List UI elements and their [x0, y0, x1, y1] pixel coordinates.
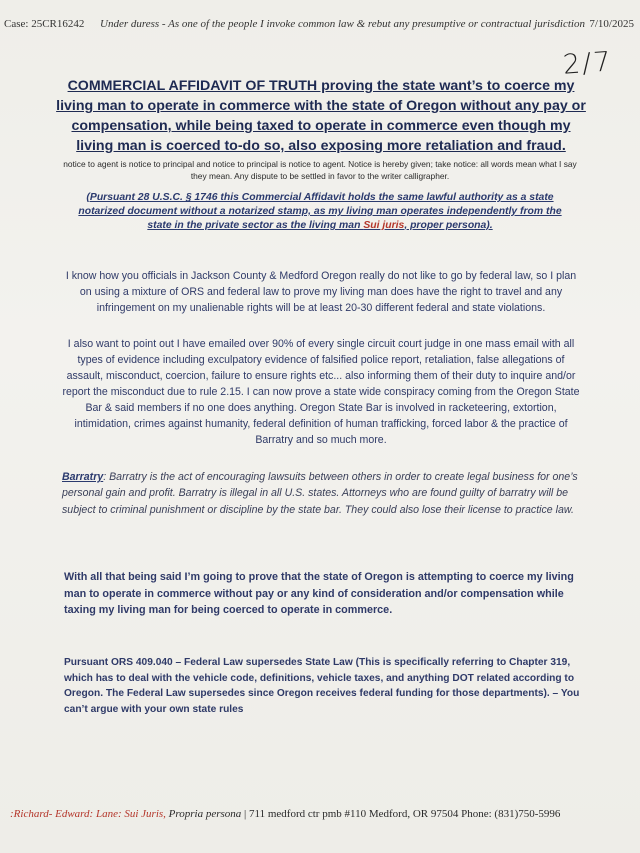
propria-persona: Propria persona — [168, 808, 242, 820]
barratry-term: Barratry — [62, 471, 104, 483]
case-number: Case: 25CR16242 — [4, 18, 85, 30]
signer-name: :Richard- Edward: Lane: Sui Juris, — [10, 808, 166, 820]
notice-statement: notice to agent is notice to principal and notice to principal is notice to agent. Notice is hereby given; take notice: all words mean what I say they mean. Any dispute to be settled in favor to the writer calligrapher. — [63, 159, 577, 181]
paragraph-federal-law: I know how you officials in Jackson County & Medford Oregon really do not like to go by federal law, so I plan on using a mixture of ORS and federal law to prove my living man does have the right to travel and any infringement on my unalienable rights will be at least 20-30 different federal and state violations. — [65, 270, 577, 314]
duress-statement: Under duress - As one of the people I invoke common law & rebut any presumptive or contractual jurisdiction — [100, 18, 585, 30]
sui-juris-highlight: Sui juris — [363, 220, 405, 231]
document-title: COMMERCIAL AFFIDAVIT OF TRUTH proving the state want’s to coerce my living man to operate in commerce with the state of Oregon without any pay or compensation, while being taxed to operate in commerce even though my living man is coerced to-do so, also exposing more retaliation and fraud. — [56, 78, 586, 154]
pursuant-text: (Pursuant 28 U.S.C. § 1746 this Commercial Affidavit holds the same lawful authority as a state notarized document without a notarized stamp, as my living man operates independently from the state in the private sector as the living man — [78, 192, 562, 231]
pursuant-end: , proper persona). — [404, 220, 493, 231]
paragraph-emailed-judges: I also want to point out I have emailed over 90% of every single circuit court judge in one mass email with all types of evidence including exculpatory evidence of falsified police report, retaliation, false allegations of assault, misconduct, coercion, failure to ensure rights etc... also informing them of their duty to inquire and/or report the misconduct due to rule 2.15. I can now prove a state wide conspiracy coming from the Oregon State Bar & said members if no one does anything. Oregon State Bar is involved in racketeering, extortion, intimidation, crimes against humanity, federal definition of human trafficking, forced labor & the practice of Barratry and so much more. — [62, 338, 580, 446]
handwritten-page-number: 2/7 — [561, 46, 614, 81]
barratry-text: : Barratry is the act of encouraging lawsuits between others in order to create legal business for one’s personal gain and profit. Barratry is illegal in all U.S. states. Attorneys who are found guilty of barratry will be subject to criminal punishment or discipline by the state bar. They could also lose their license to practice law. — [62, 471, 578, 516]
paragraph-coerce-commerce: With all that being said I’m going to prove that the state of Oregon is attempting to coerce my living man to operate in commerce without pay or any kind of consideration and/or compensation while taxing my living man for being coerced to operate in commerce. — [64, 571, 574, 616]
signature-footer — [10, 808, 635, 820]
footer-address: | 711 medford ctr pmb #110 Medford, OR 97504 Phone: (831)750-5996 — [244, 808, 561, 820]
document-date: 7/10/2025 — [589, 18, 634, 30]
pursuant-statement — [76, 191, 564, 233]
paragraph-ors-409: Pursuant ORS 409.040 – Federal Law supersedes State Law (This is specifically referring to Chapter 319, which has to deal with the vehicle code, definitions, vehicle taxes, and anything DOT related according to Oregon. The Federal Law supersedes since Oregon receives federal funding for those departments). – You can’t argue with your own state rules — [64, 657, 580, 715]
barratry-definition — [62, 469, 580, 518]
